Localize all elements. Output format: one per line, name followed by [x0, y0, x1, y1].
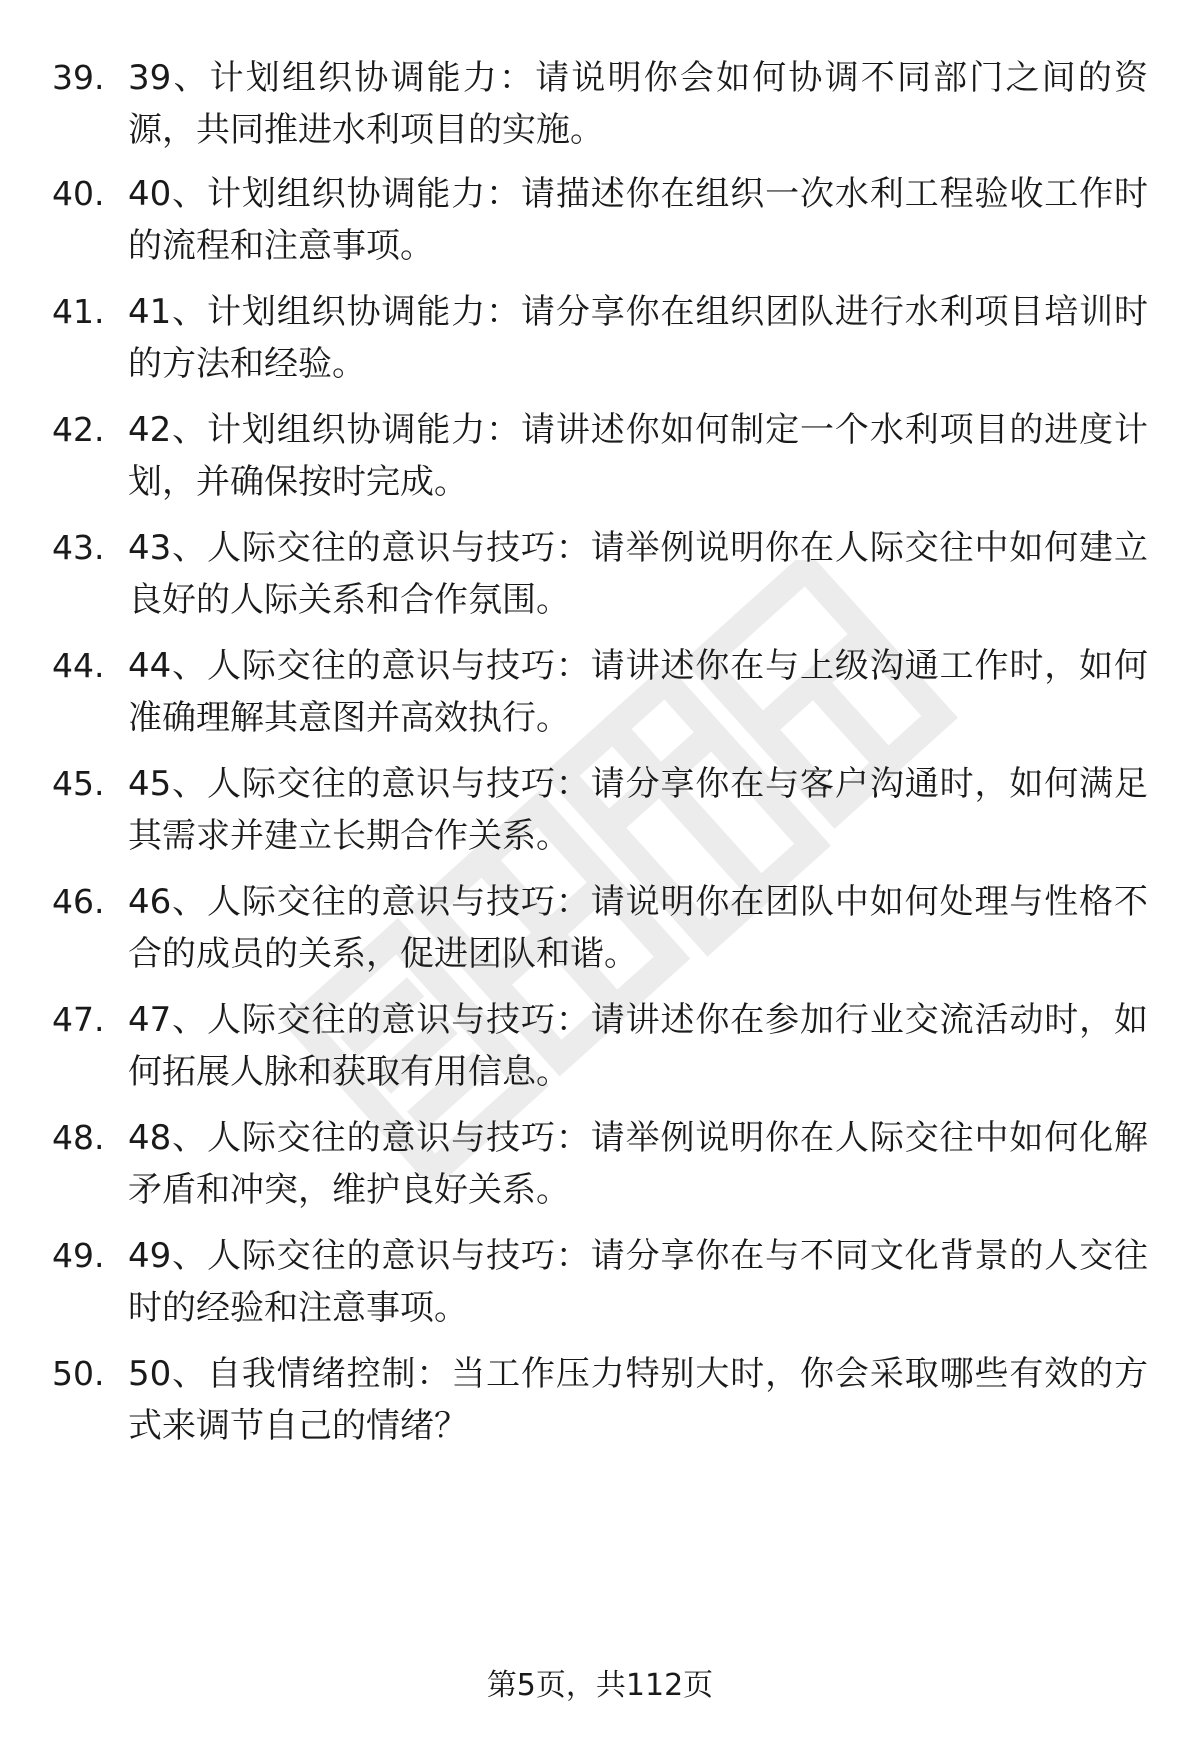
item-number: 42.	[52, 410, 105, 449]
list-item	[0, 404, 1200, 524]
item-number: 44.	[52, 646, 105, 685]
question-text: 49、人际交往的意识与技巧：请分享你在与不同文化背景的人交往时的经验和注意事项。	[128, 1236, 1148, 1328]
item-number: 49.	[52, 1236, 105, 1275]
list-item	[0, 1348, 1200, 1468]
item-number: 45.	[52, 764, 105, 803]
item-number: 48.	[52, 1118, 105, 1157]
item-number: 46.	[52, 882, 105, 921]
question-text: 45、人际交往的意识与技巧：请分享你在与客户沟通时，如何满足其需求并建立长期合作关系。	[128, 764, 1148, 856]
list-item	[0, 876, 1200, 996]
list-item	[0, 640, 1200, 760]
list-item	[0, 286, 1200, 406]
page-number-label: 第5页，共112页	[486, 1668, 714, 1703]
list-item	[0, 1230, 1200, 1350]
question-text: 41、计划组织协调能力：请分享你在组织团队进行水利项目培训时的方法和经验。	[128, 292, 1148, 384]
list-item	[0, 1112, 1200, 1232]
page-footer	[0, 1666, 1200, 1706]
question-text: 50、自我情绪控制：当工作压力特别大时，你会采取哪些有效的方式来调节自己的情绪？	[128, 1354, 1148, 1446]
question-text: 39、计划组织协调能力：请说明你会如何协调不同部门之间的资源，共同推进水利项目的实施。	[128, 58, 1148, 150]
list-item	[0, 758, 1200, 878]
list-item	[0, 522, 1200, 642]
list-item	[0, 52, 1200, 172]
question-text: 42、计划组织协调能力：请讲述你如何制定一个水利项目的进度计划，并确保按时完成。	[128, 410, 1148, 502]
list-item	[0, 994, 1200, 1114]
question-text: 40、计划组织协调能力：请描述你在组织一次水利工程验收工作时的流程和注意事项。	[128, 174, 1148, 266]
question-text: 47、人际交往的意识与技巧：请讲述你在参加行业交流活动时，如何拓展人脉和获取有用信息。	[128, 1000, 1148, 1092]
question-text: 46、人际交往的意识与技巧：请说明你在团队中如何处理与性格不合的成员的关系，促进团队和谐。	[128, 882, 1148, 974]
item-number: 40.	[52, 174, 105, 213]
question-text: 44、人际交往的意识与技巧：请讲述你在与上级沟通工作时，如何准确理解其意图并高效执行。	[128, 646, 1148, 738]
question-text: 48、人际交往的意识与技巧：请举例说明你在人际交往中如何化解矛盾和冲突，维护良好关系。	[128, 1118, 1148, 1210]
item-number: 41.	[52, 292, 105, 331]
list-item	[0, 168, 1200, 288]
item-number: 47.	[52, 1000, 105, 1039]
item-number: 43.	[52, 528, 105, 567]
item-number: 39.	[52, 58, 105, 97]
question-text: 43、人际交往的意识与技巧：请举例说明你在人际交往中如何建立良好的人际关系和合作氛围。	[128, 528, 1148, 620]
item-number: 50.	[52, 1354, 105, 1393]
